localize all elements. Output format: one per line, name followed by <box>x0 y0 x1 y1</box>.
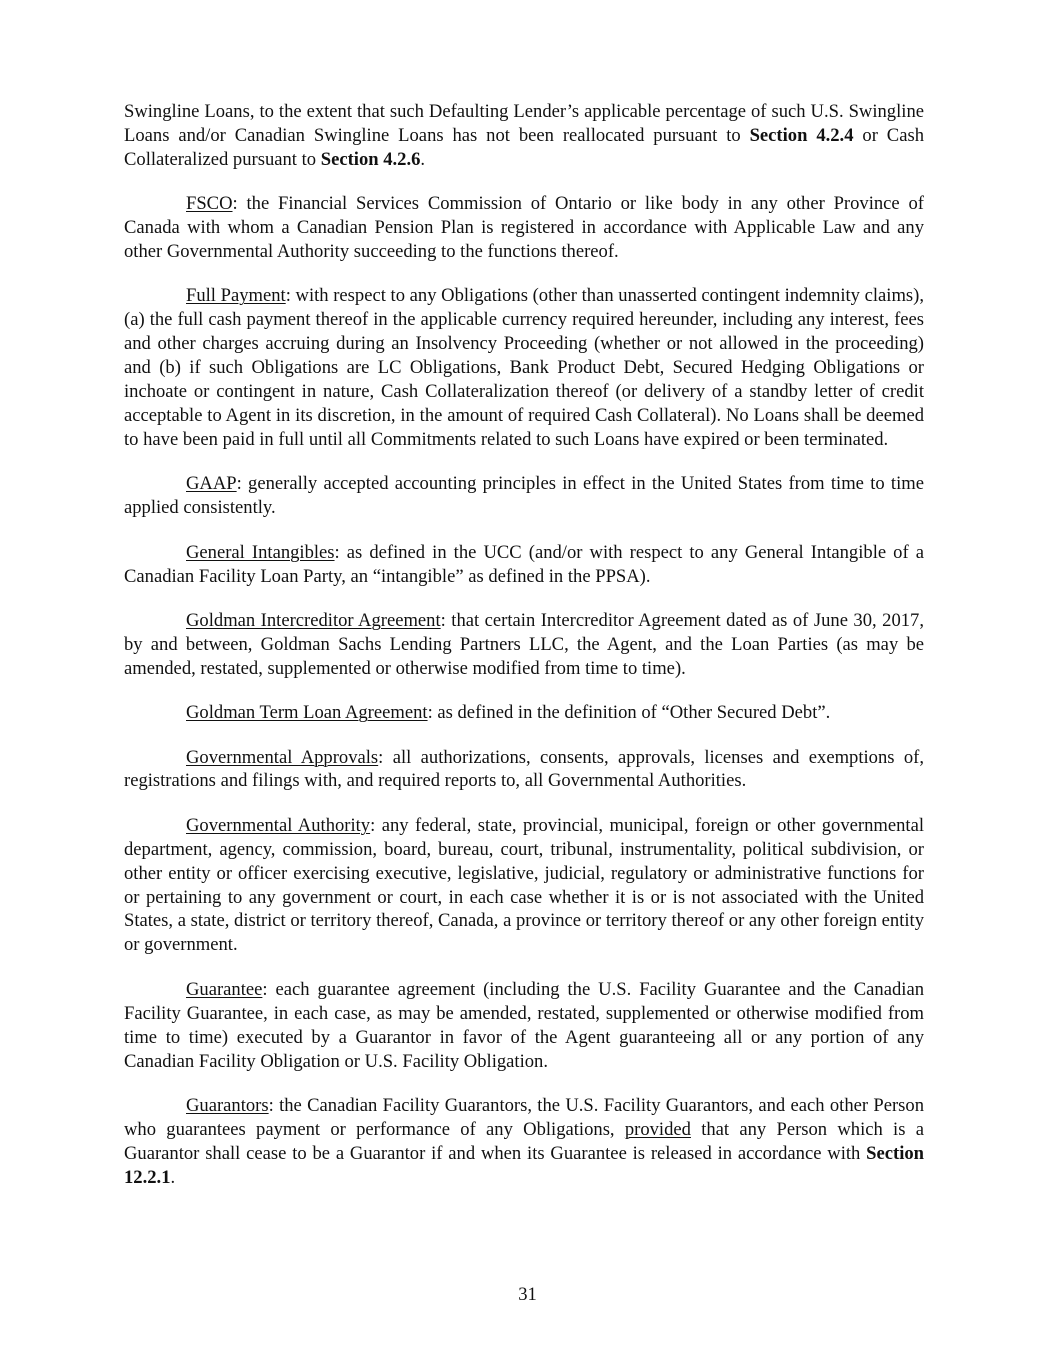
definition-text: : all authorizations, consents, approvals, licenses and exemptions of, registrations and filings with, and required reports to, all Governmental Authorities. <box>124 746 924 792</box>
definition-guarantors <box>124 1094 924 1190</box>
definition-text: : as defined in the definition of “Other Secured Debt”. <box>427 702 831 724</box>
definition-text: : the Canadian Facility Guarantors, the U.S. Facility Guarantors, and each other Person who guarantees payment or performance of any Obligations, <box>124 1094 924 1140</box>
continuation-text: or Cash Collateralized pursuant to <box>124 124 924 170</box>
continuation-paragraph <box>124 100 924 172</box>
definition-text: : that certain Intercreditor Agreement dated as of June 30, 2017, by and between, Goldman Sachs Lending Partners LLC, the Agent, and the Loan Parties (as may be amended, restated, supplemented or otherwise modified from time to time). <box>124 609 924 679</box>
defined-term: Goldman Term Loan Agreement <box>186 702 428 724</box>
definition-gaap <box>124 472 924 520</box>
definition-text: : the Financial Services Commission of Ontario or like body in any other Province of Canada with whom a Canadian Pension Plan is registered in accordance with Applicable Law and any other Governmental Authority succeeding to the functions thereof. <box>124 193 924 263</box>
section-reference: Section 4.2.6 <box>320 148 421 170</box>
definition-text: . <box>170 1166 176 1188</box>
defined-term: General Intangibles <box>186 541 335 563</box>
definition-text: : generally accepted accounting principles in effect in the United States from time to time applied consistently. <box>124 473 924 519</box>
definition-guarantee <box>124 978 924 1074</box>
definition-text: that any Person which is a Guarantor shall cease to be a Guarantor if and when its Guarantee is released in accordance with <box>124 1118 924 1164</box>
definition-text: : each guarantee agreement (including the U.S. Facility Guarantee and the Canadian Facility Guarantee, in each case, as may be amended, restated, supplemented or otherwise modified from time to time) executed by a Guarantor in favor of the Agent guaranteeing all or any portion of any Canadian Facility Obligation or U.S. Facility Obligation. <box>124 978 924 1072</box>
definition-general-intangibles <box>124 541 924 589</box>
page-number: 31 <box>518 1284 537 1305</box>
defined-term: Governmental Approvals <box>186 746 379 768</box>
provided-emphasis: provided <box>624 1118 691 1140</box>
definition-governmental-approvals <box>124 746 924 794</box>
defined-term: Governmental Authority <box>186 814 371 836</box>
definition-fsco <box>124 192 924 264</box>
defined-term: GAAP <box>186 473 237 495</box>
defined-term: Guarantee <box>186 978 263 1000</box>
definition-text: : as defined in the UCC (and/or with respect to any General Intangible of a Canadian Facility Loan Party, an “intangible” as defined in the PPSA). <box>124 541 924 587</box>
definition-text: : any federal, state, provincial, municipal, foreign or other governmental department, agency, commission, board, bureau, court, tribunal, instrumentality, political subdivision, or other entity or officer exercising executive, legislative, judicial, regulatory or administrative functions for or pertaining to any government or court, in each case whether it is or is not associated with the United States, a state, district or territory thereof, Canada, a province or territory thereof or any other foreign entity or government. <box>124 814 924 956</box>
definition-text: : with respect to any Obligations (other than unasserted contingent indemnity claims), (a) the full cash payment thereof in the applicable currency required hereunder, including any interest, fees and other charges accruing during an Insolvency Proceeding (whether or not allowed in the proceeding) and (b) if such Obligations are LC Obligations, Bank Product Debt, Secured Hedging Obligations or inchoate or contingent in nature, Cash Collateralization thereof (or delivery of a standby letter of credit acceptable to Agent in its discretion, in the amount of required Cash Collateral). No Loans shall be deemed to have been paid in full until all Commitments related to such Loans have expired or been terminated. <box>124 285 925 450</box>
continuation-text: Swingline Loans, to the extent that such Defaulting Lender’s applicable percentage of such U.S. Swingline Loans and/or Canadian Swingline Loans has not been reallocated pursuant to <box>124 101 924 146</box>
definition-goldman-intercreditor-agreement <box>124 609 924 681</box>
definition-full-payment <box>124 284 924 451</box>
continuation-text: . <box>420 148 426 170</box>
section-reference: Section 12.2.1 <box>124 1142 924 1188</box>
definition-goldman-term-loan-agreement <box>124 701 924 725</box>
section-reference: Section 4.2.4 <box>749 124 854 146</box>
defined-term: Guarantors <box>186 1094 269 1116</box>
defined-term: Goldman Intercreditor Agreement <box>186 609 441 631</box>
defined-term: Full Payment <box>186 285 286 307</box>
definition-governmental-authority <box>124 814 924 957</box>
defined-term: FSCO <box>186 193 233 215</box>
document-page <box>124 100 924 1210</box>
